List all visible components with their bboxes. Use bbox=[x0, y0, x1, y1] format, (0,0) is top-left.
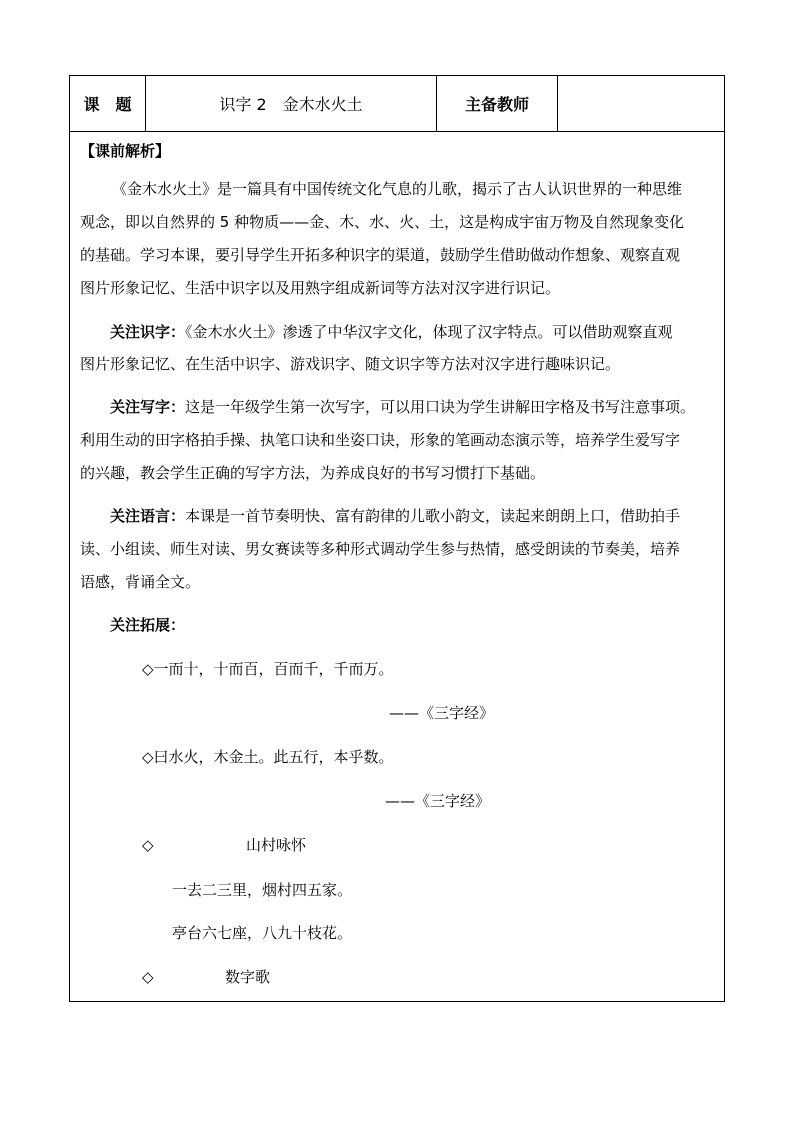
subject-label: 课 题 bbox=[70, 76, 146, 131]
focus-writing-paragraph bbox=[110, 397, 695, 417]
song-title: 数字歌 bbox=[225, 968, 271, 986]
intro-line-2: 观念，即以自然界的 5 种物质——金、木、水、火、土，这是构成宇宙万物及自然现象变化 bbox=[80, 213, 685, 231]
focus-literacy-paragraph bbox=[110, 322, 673, 342]
teacher-value bbox=[558, 76, 724, 131]
lesson-plan-table bbox=[69, 75, 725, 1002]
poem-title: 山村咏怀 bbox=[246, 836, 307, 854]
intro-line-4: 图片形象记忆、生活中识字以及用熟字组成新词等方法对汉字进行识记。 bbox=[80, 279, 561, 297]
section-title: 【课前解析】 bbox=[80, 142, 171, 160]
intro-line-1: 《金木水火土》是一篇具有中国传统文化气息的儿歌，揭示了古人认识世界的一种思维 bbox=[112, 180, 683, 198]
focus-language-paragraph bbox=[110, 506, 680, 526]
quote-1-source: ——《三字经》 bbox=[389, 704, 495, 722]
focus-writing-line-1: 这是一年级学生第一次写字，可以用口诀为学生讲解田字格及书写注意事项。 bbox=[185, 398, 696, 416]
quote-2: ◇曰水火，木金土。此五行，本乎数。 bbox=[142, 748, 394, 766]
focus-extension-label: 关注拓展： bbox=[110, 616, 186, 634]
focus-writing-line-2: 利用生动的田字格拍手操、执笔口诀和坐姿口诀，形象的笔画动态演示等，培养学生爱写字 bbox=[80, 431, 681, 449]
poem-bullet: ◇ bbox=[142, 836, 154, 854]
focus-language-line-3: 语感，背诵全文。 bbox=[80, 573, 201, 591]
quote-1: ◇一而十，十而百，百而千，千而万。 bbox=[142, 660, 394, 678]
intro-line-3: 的基础。学习本课，要引导学生开拓多种识字的渠道，鼓励学生借助做动作想象、观察直观 bbox=[80, 246, 681, 264]
focus-language-line-2: 读、小组读、师生对读、男女赛读等多种形式调动学生参与热情，感受朗读的节奏美，培养 bbox=[80, 540, 681, 558]
quote-2-source: ——《三字经》 bbox=[385, 792, 491, 810]
focus-writing-line-3: 的兴趣，教会学生正确的写字方法，为养成良好的书写习惯打下基础。 bbox=[80, 464, 546, 482]
poem-line-1: 一去二三里，烟村四五家。 bbox=[172, 881, 353, 899]
focus-language-label: 关注语言： bbox=[110, 507, 186, 525]
header-row bbox=[70, 76, 724, 132]
teacher-label: 主备教师 bbox=[437, 76, 558, 131]
focus-literacy-line-1: 《金木水火土》渗透了中华汉字文化，体现了汉字特点。可以借助观察直观 bbox=[185, 323, 673, 341]
focus-language-line-1: 本课是一首节奏明快、富有韵律的儿歌小韵文，读起来朗朗上口，借助拍手 bbox=[185, 507, 681, 525]
poem-line-2: 亭台六七座，八九十枝花。 bbox=[172, 924, 353, 942]
focus-literacy-label: 关注识字： bbox=[110, 323, 186, 341]
subject-value: 识字 2 金木水火土 bbox=[146, 76, 437, 131]
song-bullet: ◇ bbox=[142, 968, 154, 986]
focus-literacy-line-2: 图片形象记忆、在生活中识字、游戏识字、随文识字等方法对汉字进行趣味识记。 bbox=[80, 355, 621, 373]
focus-writing-label: 关注写字： bbox=[110, 398, 186, 416]
